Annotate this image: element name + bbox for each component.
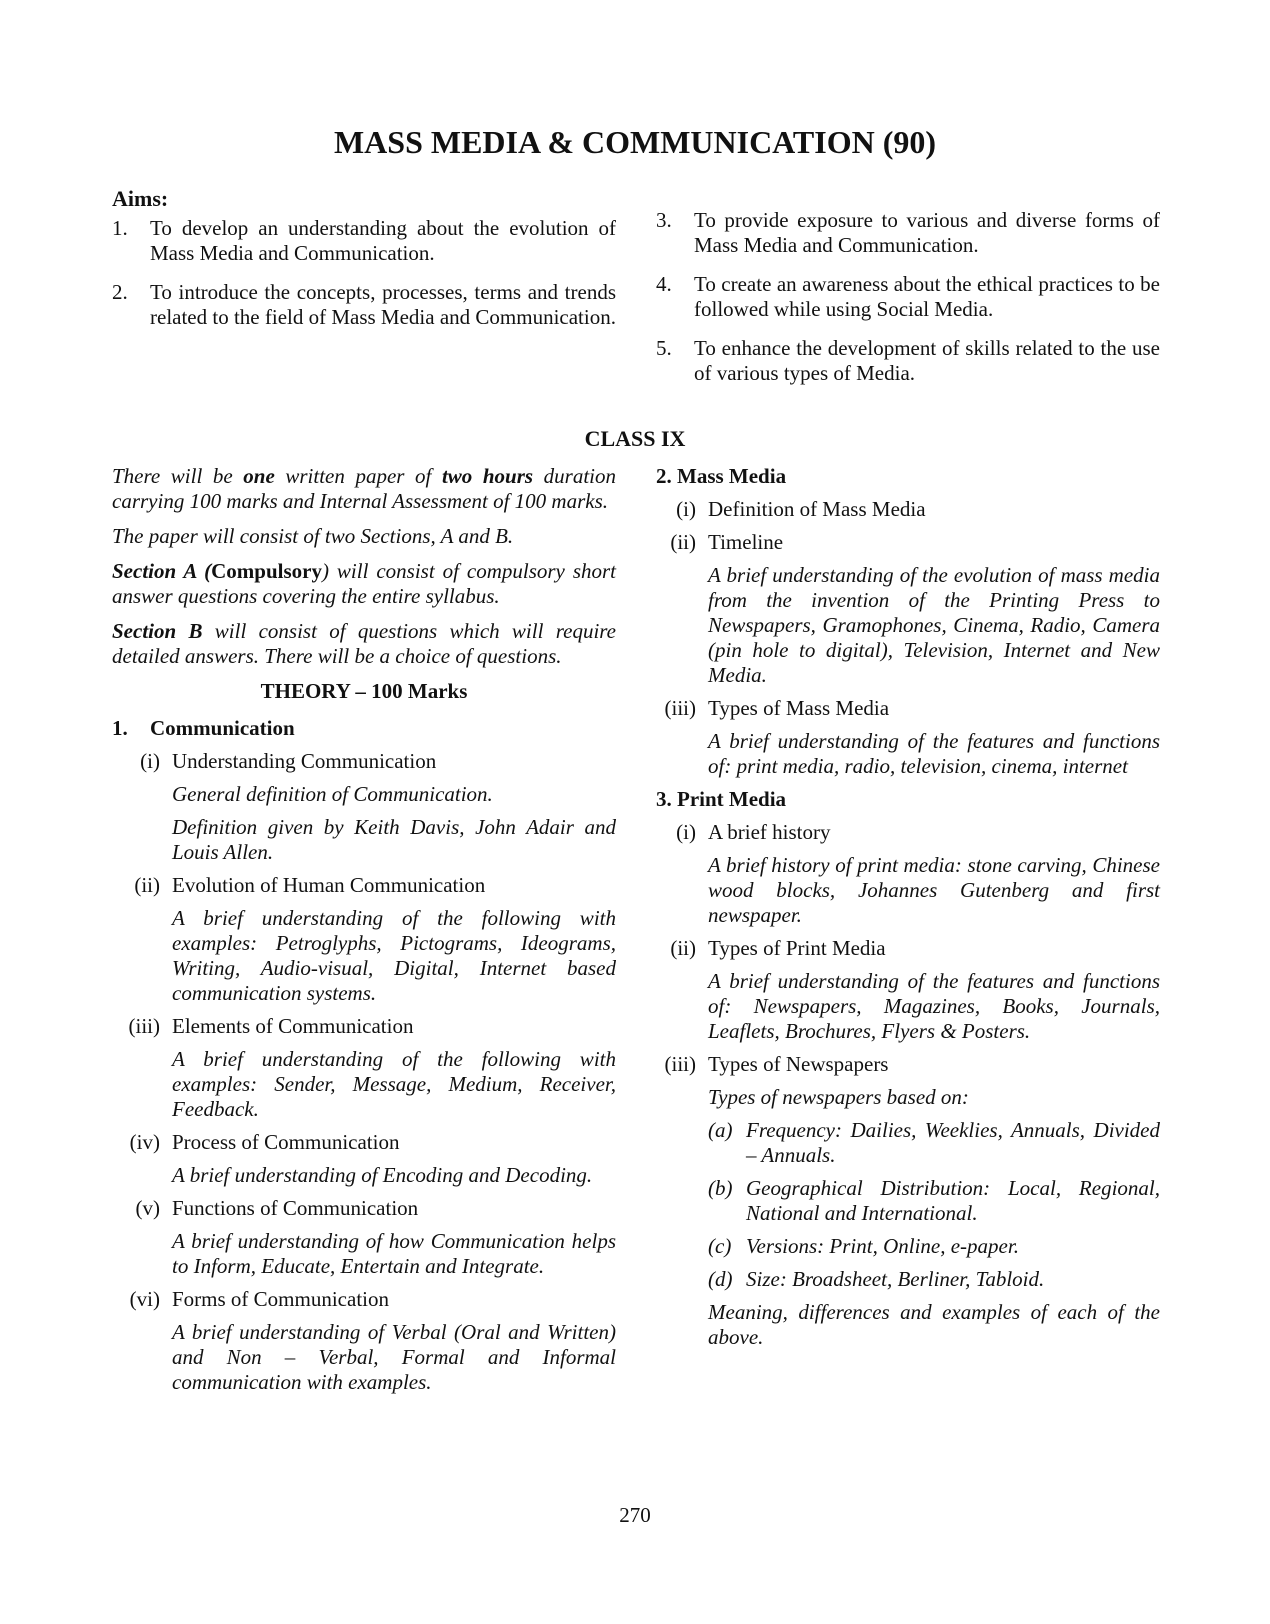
- syllabus-item: [656, 530, 1160, 555]
- aims-left-column: [112, 216, 616, 342]
- item-title: Functions of Communication: [172, 1196, 419, 1220]
- aim-item: 3. To provide exposure to various and diverse forms of Mass Media and Communication.: [656, 208, 1160, 257]
- syllabus-item: [112, 1014, 616, 1039]
- section-heading: 1. Communication: [112, 716, 295, 740]
- item-title: A brief history: [708, 820, 831, 844]
- syllabus-item: [656, 1052, 1160, 1077]
- item-title: Types of Newspapers: [708, 1052, 889, 1076]
- syllabus-left-column: [112, 464, 616, 1403]
- item-number: (vi): [129, 1287, 160, 1311]
- aims-heading: Aims:: [112, 186, 169, 211]
- item-description: Types of newspapers based on:: [708, 1085, 969, 1109]
- syllabus-item: [112, 873, 616, 898]
- item-number: (i): [676, 497, 696, 521]
- item-number: (iv): [129, 1130, 160, 1154]
- item-title: Forms of Communication: [172, 1287, 389, 1311]
- item-description: A brief understanding of Verbal (Oral and Written) and Non – Verbal, Formal and Informal communication with examples.: [172, 1320, 616, 1394]
- newspaper-types-list: [708, 1118, 1160, 1292]
- item-title: Types of Print Media: [708, 936, 886, 960]
- item-description: A brief understanding of the evolution of mass media from the invention of the Printing Press to Newspapers, Gramophones, Cinema, Radio, Camera (pin hole to digital), Television, Internet and New Media.: [708, 563, 1160, 687]
- aim-item: 2. To introduce the concepts, processes, terms and trends related to the field of Mass Media and Communication.: [112, 280, 616, 329]
- item-description: Definition given by Keith Davis, John Adair and Louis Allen.: [172, 815, 616, 864]
- intro-paragraph: Section B will consist of questions which will require detailed answers. There will be a choice of questions.: [112, 619, 616, 668]
- section-2-items: [656, 497, 1160, 779]
- aim-item: 5. To enhance the development of skills related to the use of various types of Media.: [656, 336, 1160, 385]
- section-heading: 2. Mass Media: [656, 464, 787, 488]
- section-3-items: [656, 820, 1160, 1110]
- item-number: (i): [140, 749, 160, 773]
- item-description: A brief history of print media: stone carving, Chinese wood blocks, Johannes Gutenberg and first newspaper.: [708, 853, 1160, 927]
- aim-item: 1. To develop an understanding about the evolution of Mass Media and Communication.: [112, 216, 616, 265]
- item-title: Definition of Mass Media: [708, 497, 926, 521]
- intro-paragraph: There will be one written paper of two hours duration carrying 100 marks and Internal Assessment of 100 marks.: [112, 464, 616, 513]
- item-description: A brief understanding of the features and functions of: print media, radio, television, cinema, internet: [708, 729, 1160, 778]
- syllabus-item: [112, 749, 616, 774]
- item-description: A brief understanding of the following with examples: Petroglyphs, Pictograms, Ideograms, Writing, Audio-visual, Digital, Internet based communication systems.: [172, 906, 616, 1005]
- item-number: (iii): [128, 1014, 160, 1038]
- item-title: Evolution of Human Communication: [172, 873, 486, 897]
- newspaper-type-item: (c) Versions: Print, Online, e-paper.: [708, 1234, 1019, 1258]
- item-number: (v): [135, 1196, 160, 1220]
- syllabus-item: [656, 497, 1160, 522]
- item-description: A brief understanding of how Communication helps to Inform, Educate, Entertain and Integrate.: [172, 1229, 616, 1278]
- page-title: MASS MEDIA & COMMUNICATION (90): [333, 124, 937, 160]
- syllabus-item: [112, 1130, 616, 1155]
- syllabus-right-column: [656, 464, 1160, 1358]
- intro-paragraph: The paper will consist of two Sections, A and B.: [112, 524, 514, 548]
- item-number: (ii): [670, 530, 696, 554]
- section-1-items: [112, 749, 616, 1395]
- closing-note: Meaning, differences and examples of each of the above.: [708, 1300, 1160, 1349]
- syllabus-item: [656, 820, 1160, 845]
- item-description: A brief understanding of the following with examples: Sender, Message, Medium, Receiver, Feedback.: [172, 1047, 616, 1121]
- section-heading: 3. Print Media: [656, 787, 787, 811]
- item-number: (ii): [670, 936, 696, 960]
- syllabus-item: [112, 1196, 616, 1221]
- item-number: (iii): [664, 696, 696, 720]
- item-description: A brief understanding of the features and functions of: Newspapers, Magazines, Books, Journals, Leaflets, Brochures, Flyers & Posters.: [708, 969, 1160, 1043]
- syllabus-item: [656, 696, 1160, 721]
- aims-right-column: [656, 208, 1160, 398]
- item-title: Timeline: [708, 530, 784, 554]
- item-number: (ii): [134, 873, 160, 897]
- item-description: General definition of Communication.: [172, 782, 493, 806]
- item-description: A brief understanding of Encoding and Decoding.: [172, 1163, 593, 1187]
- page-number: 270: [619, 1503, 651, 1527]
- item-title: Elements of Communication: [172, 1014, 414, 1038]
- theory-heading: THEORY – 100 Marks: [260, 679, 468, 703]
- newspaper-type-item: (d) Size: Broadsheet, Berliner, Tabloid.: [708, 1267, 1045, 1291]
- item-number: (i): [676, 820, 696, 844]
- newspaper-type-item: (a) Frequency: Dailies, Weeklies, Annuals, Divided – Annuals.: [708, 1118, 1160, 1167]
- item-number: (iii): [664, 1052, 696, 1076]
- class-heading: CLASS IX: [584, 426, 686, 451]
- item-title: Types of Mass Media: [708, 696, 890, 720]
- syllabus-item: [112, 1287, 616, 1312]
- syllabus-item: [656, 936, 1160, 961]
- aim-item: 4. To create an awareness about the ethical practices to be followed while using Social Media.: [656, 272, 1160, 321]
- intro-paragraph: Section A (Compulsory) will consist of compulsory short answer questions covering the entire syllabus.: [112, 559, 616, 608]
- item-title: Process of Communication: [172, 1130, 400, 1154]
- newspaper-type-item: (b) Geographical Distribution: Local, Regional, National and International.: [708, 1176, 1160, 1225]
- item-title: Understanding Communication: [172, 749, 437, 773]
